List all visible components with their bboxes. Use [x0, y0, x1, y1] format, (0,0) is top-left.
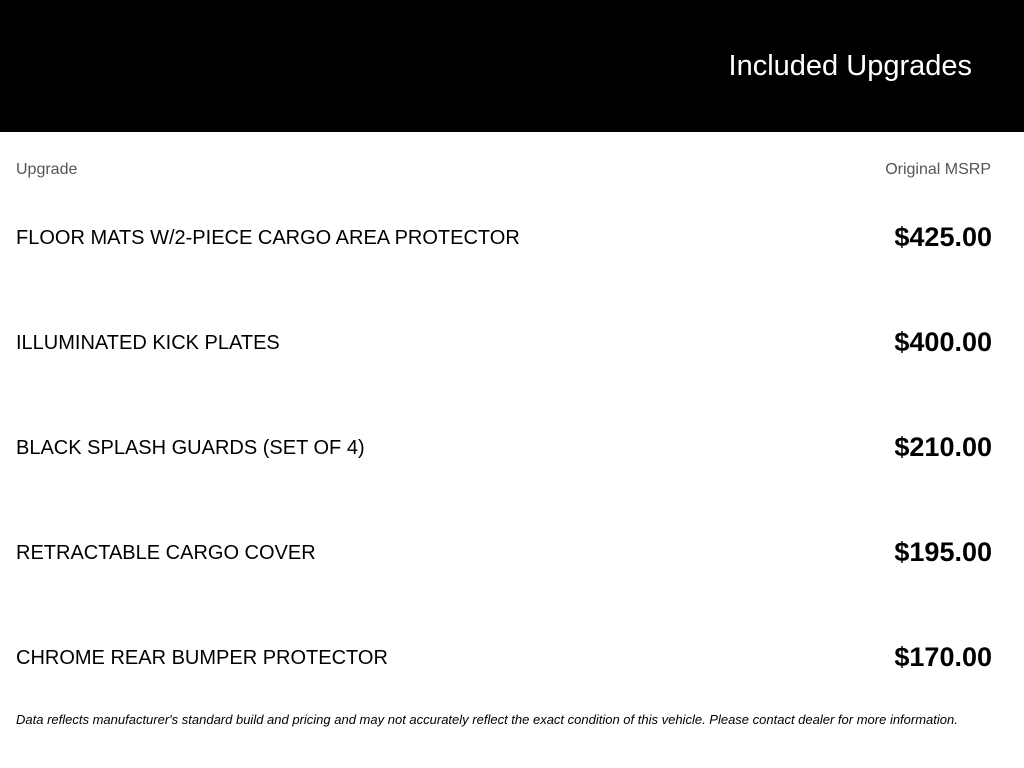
upgrade-row: [0, 297, 1024, 402]
upgrade-price: $425.00: [894, 222, 992, 252]
upgrade-price: $195.00: [894, 537, 992, 567]
upgrade-name: FLOOR MATS W/2-PIECE CARGO AREA PROTECTOR: [16, 227, 520, 249]
upgrade-row: [0, 192, 1024, 297]
upgrade-row: [0, 402, 1024, 507]
column-header-upgrade: Upgrade: [16, 161, 78, 178]
upgrade-row: [0, 507, 1024, 612]
upgrade-name: BLACK SPLASH GUARDS (SET OF 4): [16, 437, 365, 459]
upgrade-name: RETRACTABLE CARGO COVER: [16, 542, 316, 564]
upgrade-name: ILLUMINATED KICK PLATES: [16, 332, 280, 354]
page-header: [0, 0, 1024, 132]
upgrade-row: [0, 612, 1024, 717]
upgrade-price: $400.00: [894, 327, 992, 357]
upgrades-list: [0, 192, 1024, 717]
upgrade-price: $170.00: [894, 642, 992, 672]
column-headers: [0, 132, 1024, 192]
column-header-msrp: Original MSRP: [885, 161, 991, 178]
upgrade-price: $210.00: [894, 432, 992, 462]
upgrade-name: CHROME REAR BUMPER PROTECTOR: [16, 647, 388, 669]
page-title: Included Upgrades: [728, 50, 972, 82]
disclaimer-text: Data reflects manufacturer's standard build and pricing and may not accurately reflect the exact condition of this vehicle. Please contact dealer for more information.: [16, 712, 958, 727]
